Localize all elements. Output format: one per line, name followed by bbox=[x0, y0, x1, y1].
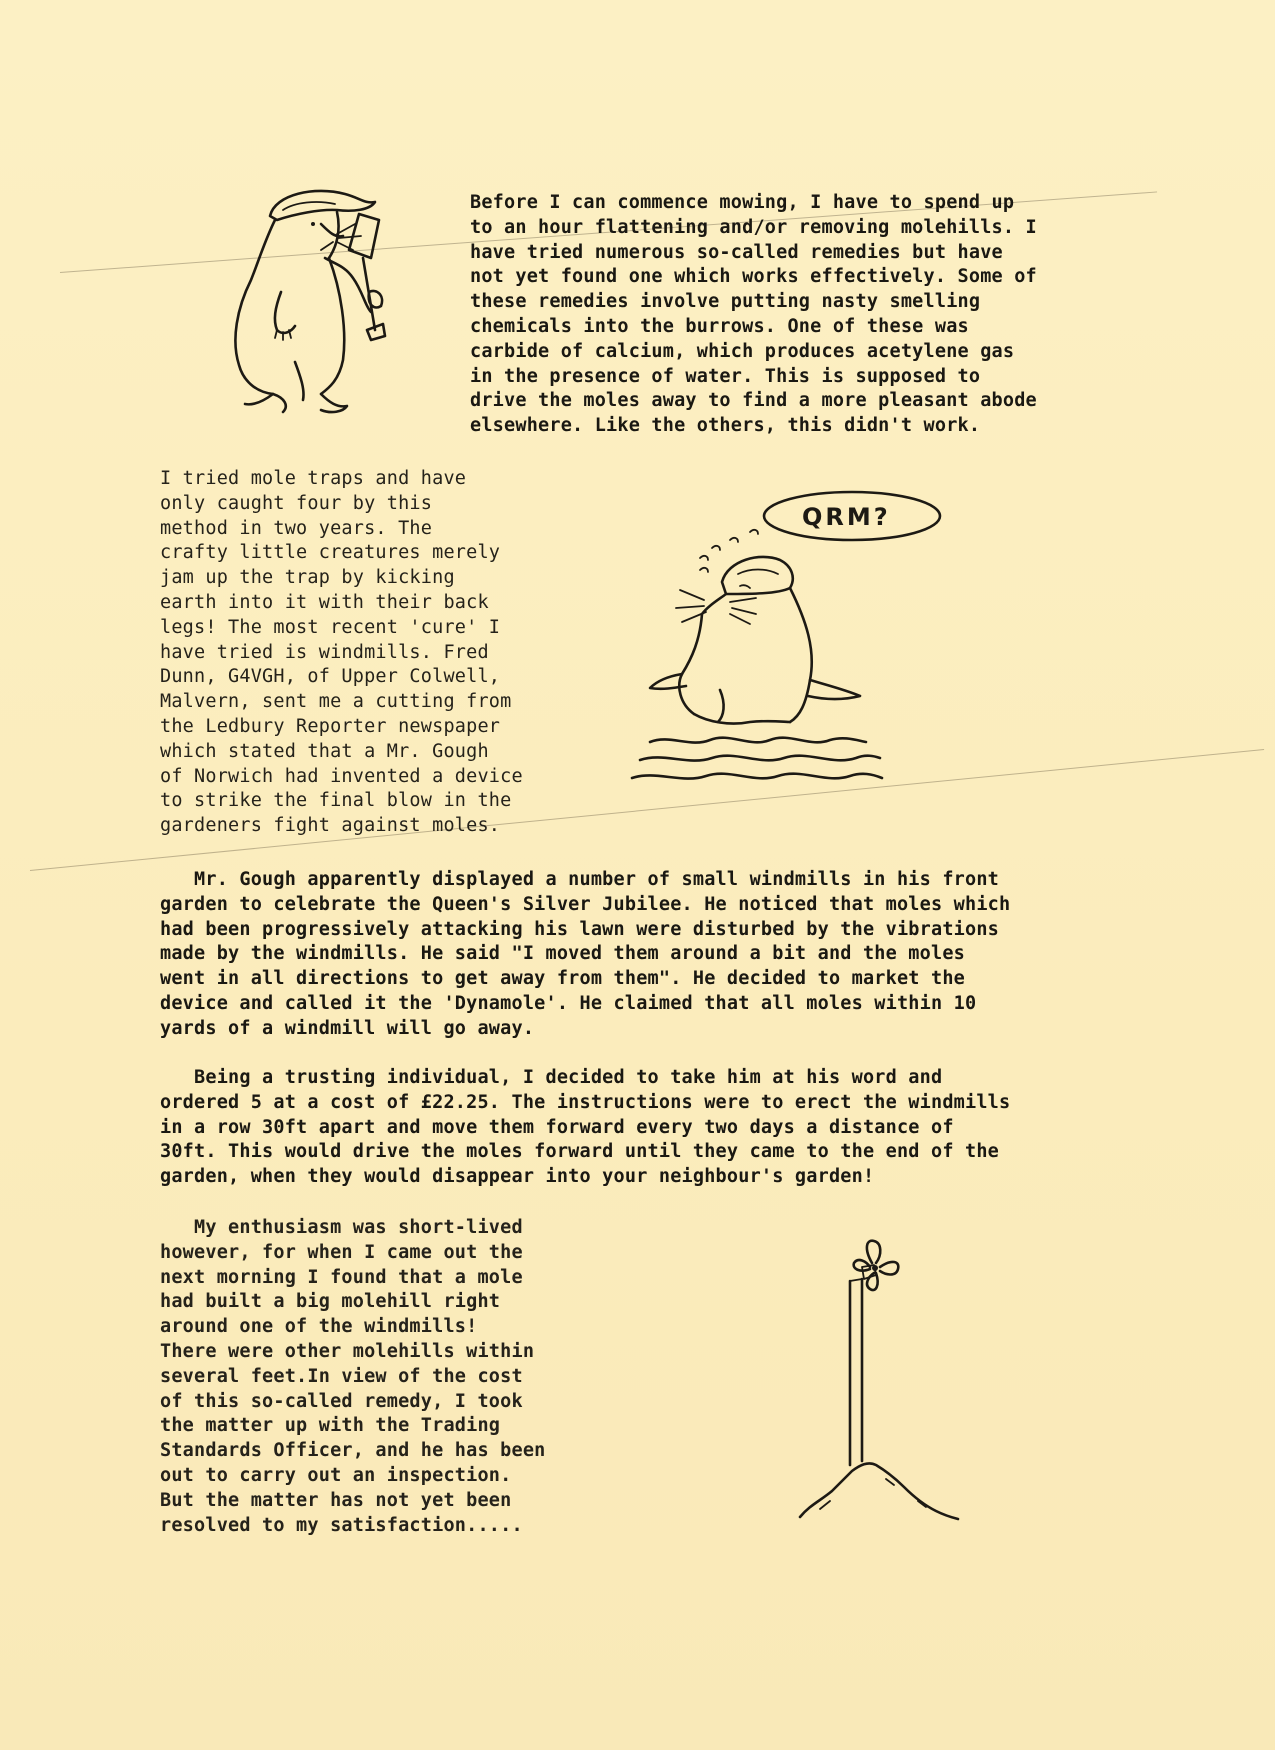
mr-gough-paragraph: Mr. Gough apparently displayed a number of small windmills in his front garden to celebrate the Queen's Silver Jubilee. He noticed that moles which had been progressively attacking his lawn were disturbed by the vibrations made by the windmills. He said "I moved them around a bit and the moles went in all directions to get away from them". He decided to market the device and called it the 'Dynamole'. He claimed that all moles within 10 yards of a windmill will go away. bbox=[160, 869, 1011, 1039]
speech-bubble-text: QRM? bbox=[802, 503, 891, 531]
mole-with-spade-illustration bbox=[225, 180, 425, 430]
ordered-windmills-paragraph: Being a trusting individual, I decided to take him at his word and ordered 5 at a cost of £22.25. The instructions were to erect the windmills in a row 30ft apart and move them forward every two days a distance of 30ft. This would drive the moles forward until they came to the end of the garden, when they would disappear into your neighbour's garden! bbox=[160, 1067, 1011, 1188]
enthusiasm-paragraph: My enthusiasm was short-lived however, for when I came out the next morning I found that a mole had built a big molehill right around one of the windmills! There were other molehills within several feet.In view of the cost of this so-called remedy, I took the matter up with the Trading Standards Officer, and he has been out to carry out an inspection. But the matter has not yet been resolved to my satisfaction..... bbox=[160, 1217, 546, 1536]
mole-traps-paragraph: I tried mole traps and have only caught four by this method in two years. The crafty little creatures merely jam up the trap by kicking earth into it with their back legs! The most recent 'cure' I have tried is windmills. Fred Dunn, G4VGH, of Upper Colwell, Malvern, sent me a cutting from the Ledbury Reporter newspaper which stated that a Mr. Gough of Norwich had invented a device to strike the final blow in the gardeners fight against moles. bbox=[160, 468, 523, 837]
mole-swimming-illustration bbox=[630, 490, 990, 820]
intro-paragraph: Before I can commence mowing, I have to spend up to an hour flattening and/or removing molehills. I have tried numerous so-called remedies but have not yet found one which works effectively. Some of these remedies involve putting nasty smelling chemicals into the burrows. One of these was carbide of calcium, which produces acetylene gas in the presence of water. This is supposed to drive the moles away to find a more pleasant abode elsewhere. Like the others, this didn't work. bbox=[470, 192, 1037, 437]
windmill-on-molehill-illustration bbox=[790, 1235, 970, 1535]
